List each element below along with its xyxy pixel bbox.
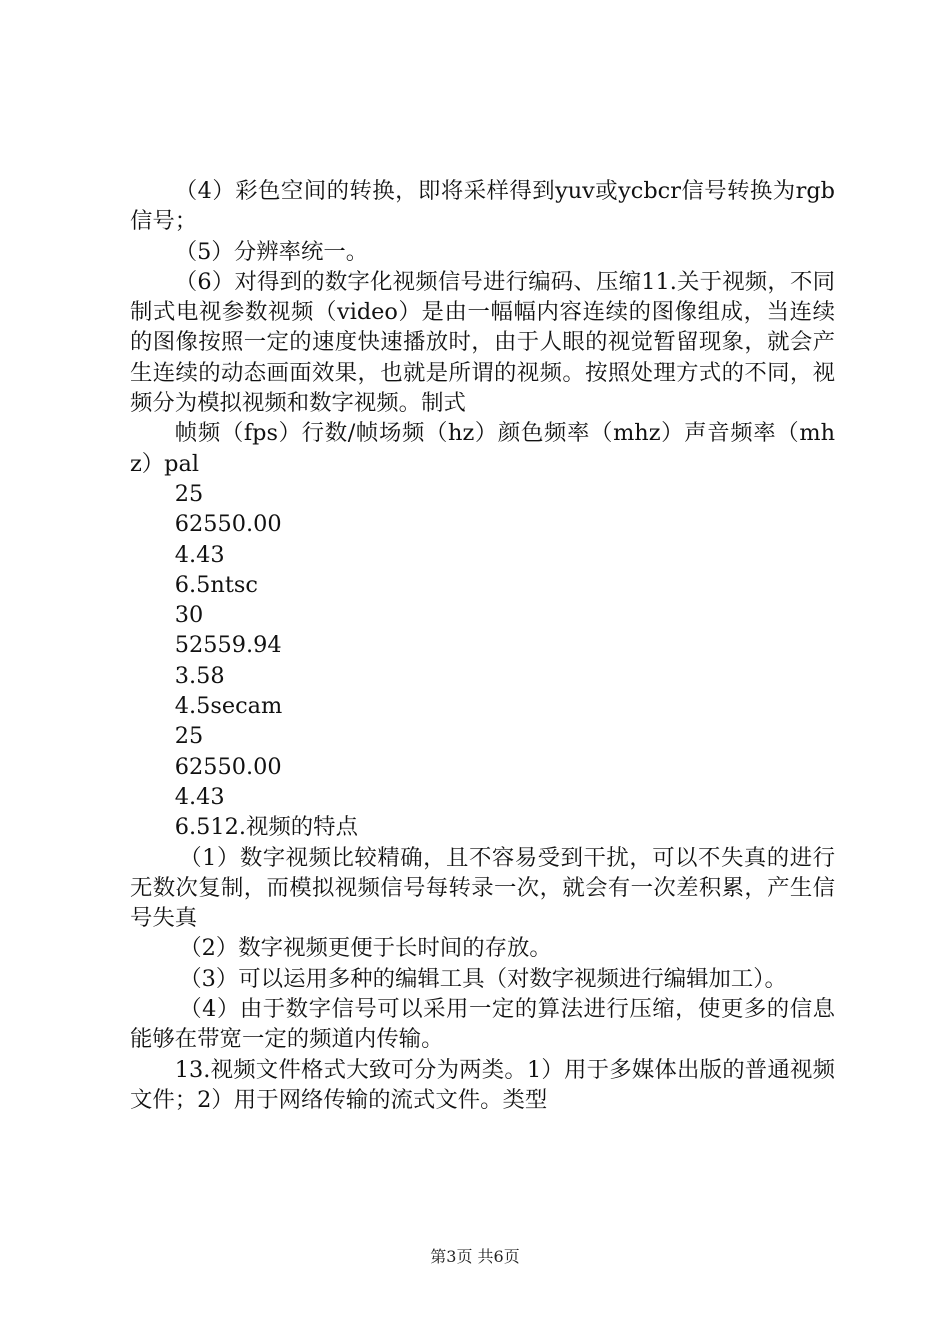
value-line: 4.43 [174, 783, 225, 810]
value-line: 62550.00 [174, 753, 282, 780]
value-line: 4.5secam [174, 693, 283, 720]
paragraph-feature-1: （1）数字视频比较精确，且不容易受到干扰，可以不失真的进行无数次复制，而模拟视频信号每转录一次，就会有一次差积累，产生信号失真 [130, 844, 835, 932]
body-text [130, 176, 835, 1115]
paragraph-color-space: （4）彩色空间的转换，即将采样得到yuv或ycbcr信号转换为rgb信号； [130, 178, 835, 235]
value-line: 6.5ntsc [174, 571, 258, 598]
value-line: 25 [174, 723, 204, 750]
paragraph-resolution: （5）分辨率统一。 [174, 238, 369, 265]
value-line: 52559.94 [174, 632, 282, 659]
value-line: 3.58 [174, 662, 225, 689]
value-line: 30 [174, 602, 204, 629]
paragraph-feature-3: （3）可以运用多种的编辑工具（对数字视频进行编辑加工）。 [179, 965, 787, 992]
value-line: 62550.00 [174, 511, 282, 538]
value-line: 25 [174, 480, 204, 507]
section-heading-video-features: 6.512.视频的特点 [174, 814, 358, 841]
paragraph-file-formats: 13.视频文件格式大致可分为两类。1）用于多媒体出版的普通视频文件；2）用于网络传输的流式文件。类型 [130, 1056, 835, 1113]
paragraph-feature-4: （4）由于数字信号可以采用一定的算法进行压缩，使更多的信息能够在带宽一定的频道内传输。 [130, 996, 835, 1053]
paragraph-feature-2: （2）数字视频更便于长时间的存放。 [179, 935, 552, 962]
paragraph-standards-header: 帧频（fps）行数/帧场频（hz）颜色频率（mhz）声音频率（mhz）pal [130, 420, 835, 477]
paragraph-encoding-video: （6）对得到的数字化视频信号进行编码、压缩11.关于视频，不同制式电视参数视频（video）是由一幅幅内容连续的图像组成，当连续的图像按照一定的速度快速播放时，由于人眼的视觉暂留现象，就会产生连续的动态画面效果，也就是所谓的视频。按照处理方式的不同，视频分为模拟视频和数字视频。制式 [130, 268, 835, 417]
page-footer: 第3页 共6页 [430, 1247, 520, 1266]
value-line: 4.43 [174, 541, 225, 568]
